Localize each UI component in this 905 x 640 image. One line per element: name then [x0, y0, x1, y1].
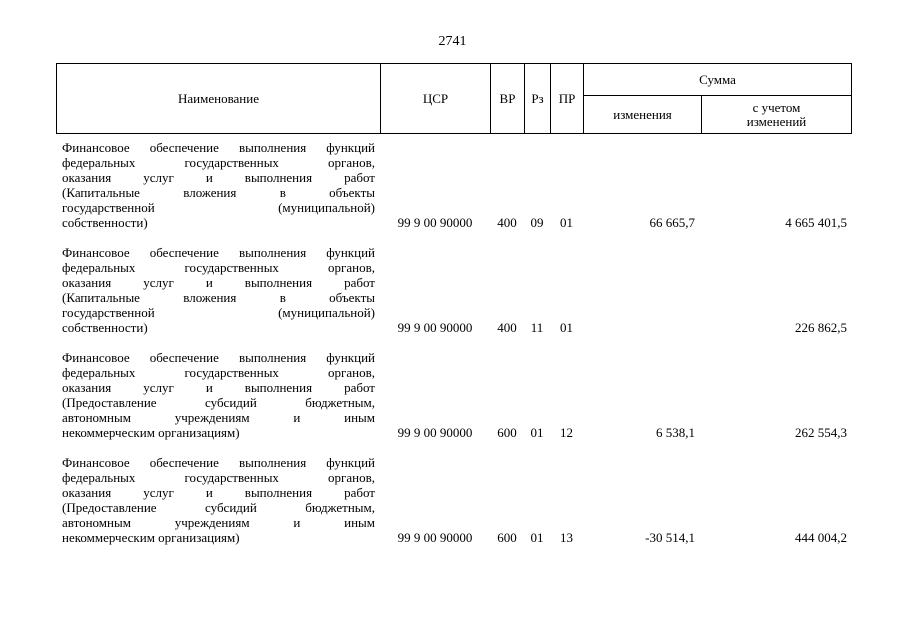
- row-name-line: (Капитальные вложения в объекты: [62, 185, 375, 200]
- row-csr: 99 9 00 90000: [397, 215, 473, 230]
- row-name-line: федеральных государственных органов,: [62, 470, 375, 485]
- row-name-line: автономным учреждениям и иным: [62, 515, 375, 530]
- header-with-changes-line2: изменений: [746, 113, 807, 129]
- row-name-line: (Предоставление субсидий бюджетным,: [62, 395, 375, 410]
- row-pr: 13: [560, 530, 573, 545]
- header-pr: ПР: [551, 64, 584, 134]
- row-rz: 01: [530, 425, 544, 440]
- row-name-line: собственности): [62, 320, 148, 335]
- row-with-changes: 262 554,3: [795, 425, 847, 440]
- row-name-line: государственной (муниципальной): [62, 200, 375, 215]
- header-sum: Сумма: [584, 64, 852, 96]
- header-name: Наименование: [57, 64, 381, 134]
- row-with-changes: 444 004,2: [795, 530, 847, 545]
- header-csr: ЦСР: [381, 64, 491, 134]
- row-name: [56, 140, 380, 245]
- row-changes: 6 538,1: [656, 425, 695, 440]
- row-changes: 66 665,7: [649, 215, 695, 230]
- row-name-line: некоммерческим организациям): [62, 425, 240, 440]
- row-name-line: государственной (муниципальной): [62, 305, 375, 320]
- header-with-changes: [702, 96, 852, 134]
- header-vr: ВР: [491, 64, 525, 134]
- row-with-changes: 226 862,5: [795, 320, 847, 335]
- row-rz: 09: [530, 215, 544, 230]
- row-name-line: Финансовое обеспечение выполнения функций: [62, 245, 375, 260]
- row-vr: 600: [497, 530, 517, 545]
- row-name-line: Финансовое обеспечение выполнения функций: [62, 140, 375, 155]
- row-name: [56, 245, 380, 350]
- row-csr: 99 9 00 90000: [397, 530, 473, 545]
- table-row: [56, 350, 851, 455]
- row-vr: 600: [497, 425, 517, 440]
- row-name: [56, 350, 380, 455]
- header-changes: изменения: [584, 96, 702, 134]
- page-number: 2741: [438, 34, 467, 49]
- row-pr: 01: [560, 320, 573, 335]
- table-row: [56, 140, 851, 245]
- row-pr: 01: [560, 215, 573, 230]
- header-with-changes-line1: с учетом: [752, 99, 801, 115]
- row-name-line: Финансовое обеспечение выполнения функций: [62, 350, 375, 365]
- table-row: [56, 455, 851, 560]
- row-rz: 01: [530, 530, 544, 545]
- table-row: [56, 245, 851, 350]
- row-name-line: собственности): [62, 215, 148, 230]
- row-name-line: оказания услуг и выполнения работ: [62, 275, 375, 290]
- row-name-line: оказания услуг и выполнения работ: [62, 170, 375, 185]
- header-rz: Рз: [525, 64, 551, 134]
- row-vr: 400: [497, 215, 517, 230]
- row-name-line: оказания услуг и выполнения работ: [62, 485, 375, 500]
- row-with-changes: 4 665 401,5: [785, 215, 847, 230]
- row-name-line: оказания услуг и выполнения работ: [62, 380, 375, 395]
- row-name-line: федеральных государственных органов,: [62, 365, 375, 380]
- table-body: [56, 140, 851, 560]
- row-changes: -30 514,1: [645, 530, 695, 545]
- row-changes: [583, 245, 701, 350]
- row-name-line: федеральных государственных органов,: [62, 260, 375, 275]
- row-pr: 12: [560, 425, 573, 440]
- row-rz: 11: [530, 320, 544, 335]
- row-name-line: (Капитальные вложения в объекты: [62, 290, 375, 305]
- row-vr: 400: [497, 320, 517, 335]
- row-name-line: федеральных государственных органов,: [62, 155, 375, 170]
- row-csr: 99 9 00 90000: [397, 425, 473, 440]
- row-csr: 99 9 00 90000: [397, 320, 473, 335]
- table-header: [56, 63, 852, 134]
- row-name-line: (Предоставление субсидий бюджетным,: [62, 500, 375, 515]
- row-name-line: автономным учреждениям и иным: [62, 410, 375, 425]
- row-name-line: некоммерческим организациям): [62, 530, 240, 545]
- row-name-line: Финансовое обеспечение выполнения функций: [62, 455, 375, 470]
- row-name: [56, 455, 380, 560]
